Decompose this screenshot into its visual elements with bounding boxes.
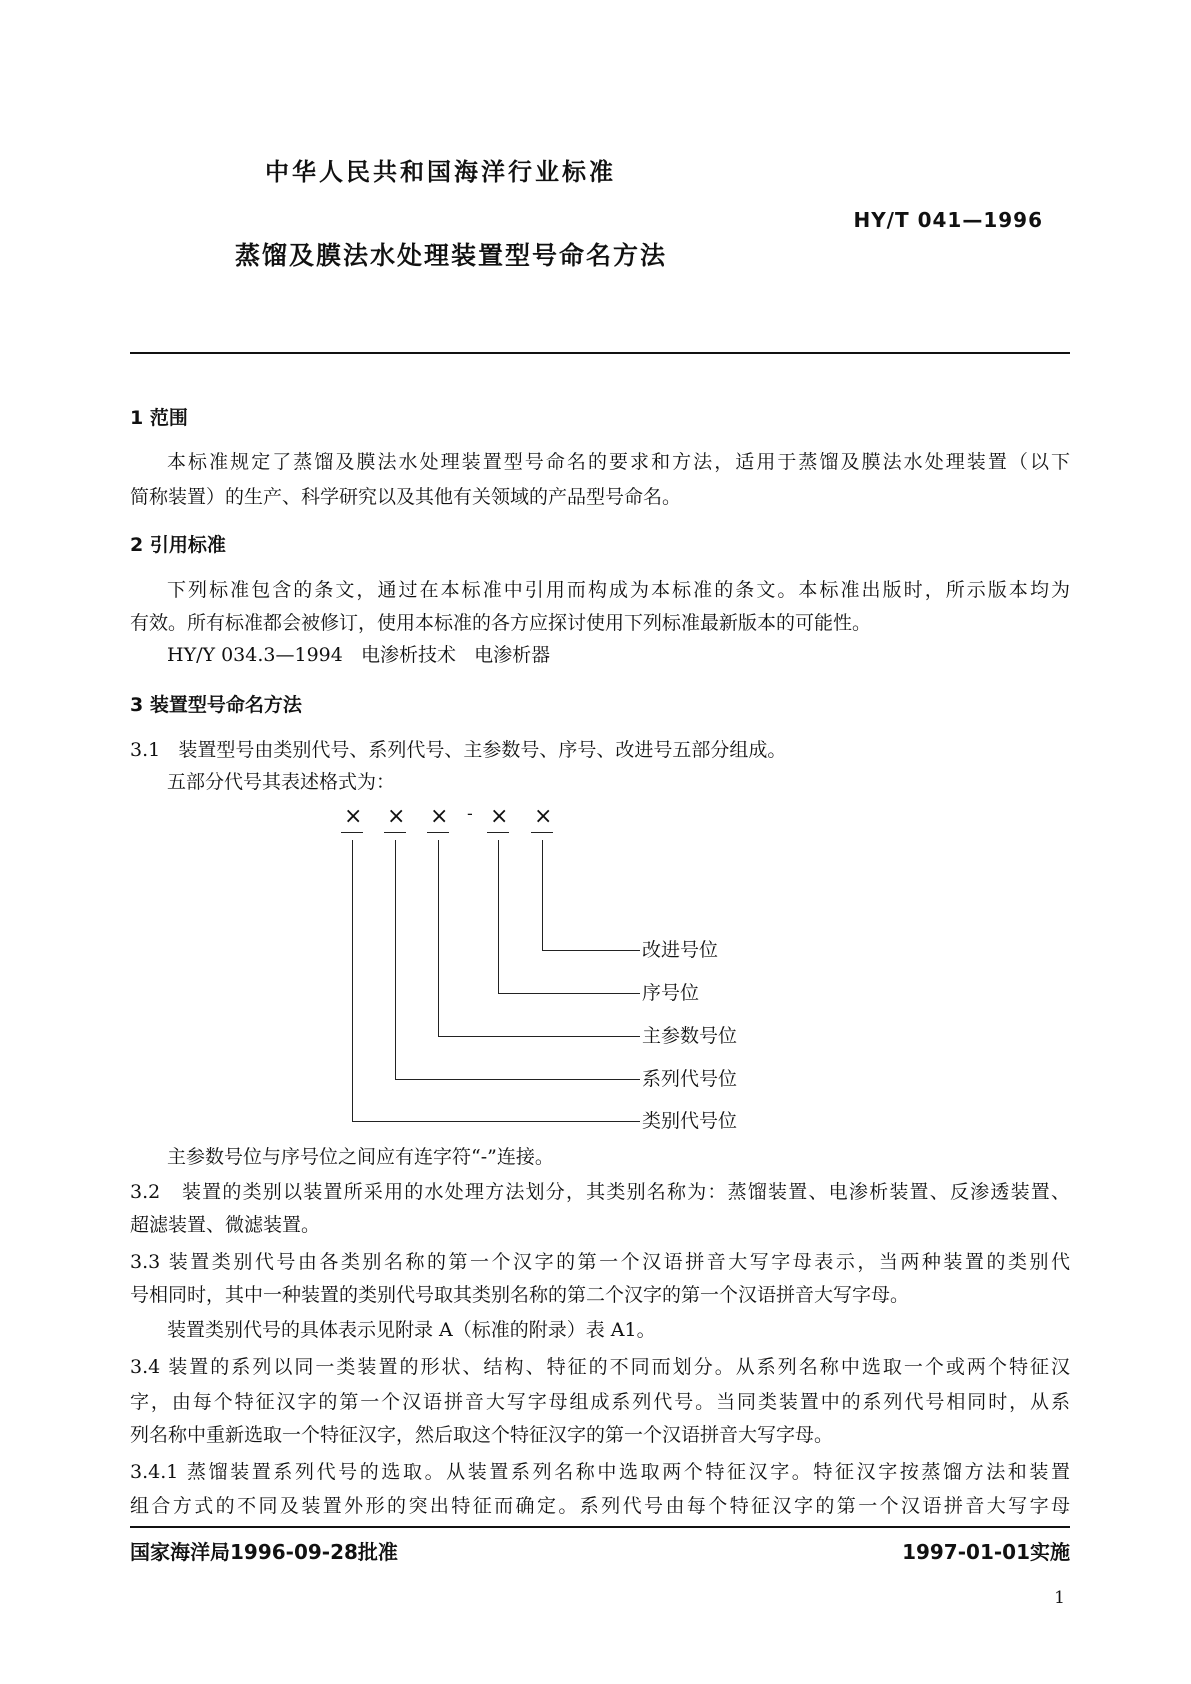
- diagram-label: 类别代号位: [642, 1110, 738, 1132]
- paragraph: 号相同时，其中一种装置的类别代号取其类别名称的第二个汉字的第一个汉语拼音大写字母。: [130, 1284, 910, 1306]
- paragraph: 超滤装置、微滤装置。: [130, 1214, 321, 1236]
- standard-org: 中华人民共和国海洋行业标准: [265, 158, 616, 186]
- footer-rule: [130, 1526, 1070, 1528]
- paragraph: 有效。所有标准都会被修订，使用本标准的各方应探讨使用下列标准最新版本的可能性。: [130, 612, 872, 634]
- section-3-heading: 3 装置型号命名方法: [130, 694, 302, 716]
- diagram-hyphen: -: [467, 804, 473, 823]
- diagram-label: 序号位: [642, 982, 700, 1004]
- page-number: 1: [1054, 1588, 1065, 1608]
- paragraph: 简称装置）的生产、科学研究以及其他有关领域的产品型号命名。: [130, 486, 682, 508]
- paragraph: 3.4.1 蒸馏装置系列代号的选取。从装置系列名称中选取两个特征汉字。特征汉字按蒸馏方法和装置: [130, 1461, 1070, 1483]
- paragraph: 3.1 装置型号由类别代号、系列代号、主参数号、序号、改进号五部分组成。: [130, 739, 787, 761]
- paragraph: 装置类别代号的具体表示见附录 A（标准的附录）表 A1。: [167, 1319, 656, 1341]
- diagram-mark: ×: [430, 804, 449, 829]
- diagram-label: 主参数号位: [642, 1025, 738, 1047]
- section-1-heading: 1 范围: [130, 407, 188, 429]
- paragraph: 3.3 装置类别代号由各类别名称的第一个汉字的第一个汉语拼音大写字母表示，当两种装置的类别代: [130, 1251, 1070, 1273]
- paragraph: 3.4 装置的系列以同一类装置的形状、结构、特征的不同而划分。从系列名称中选取一个或两个特征汉: [130, 1356, 1070, 1378]
- paragraph: 五部分代号其表述格式为：: [167, 771, 396, 793]
- section-2-heading: 2 引用标准: [130, 534, 226, 556]
- paragraph: 下列标准包含的条文，通过在本标准中引用而构成为本标准的条文。本标准出版时，所示版本均为: [167, 579, 1070, 601]
- header-rule: [130, 352, 1070, 354]
- diagram-label: 改进号位: [642, 939, 719, 961]
- diagram-mark: ×: [534, 804, 553, 829]
- paragraph: 本标准规定了蒸馏及膜法水处理装置型号命名的要求和方法，适用于蒸馏及膜法水处理装置（以下: [167, 451, 1070, 473]
- paragraph: 列名称中重新选取一个特征汉字，然后取这个特征汉字的第一个汉语拼音大写字母。: [130, 1424, 834, 1446]
- approval-date: 国家海洋局1996-09-28批准: [130, 1540, 398, 1564]
- diagram-mark: ×: [387, 804, 406, 829]
- document-title: 蒸馏及膜法水处理装置型号命名方法: [235, 241, 668, 270]
- diagram-label: 系列代号位: [642, 1068, 738, 1090]
- standard-code: HY/T 041—1996: [853, 208, 1043, 232]
- paragraph: 组合方式的不同及装置外形的突出特征而确定。系列代号由每个特征汉字的第一个汉语拼音大写字母: [130, 1495, 1070, 1517]
- reference-standard: HY/Y 034.3—1994 电渗析技术 电渗析器: [167, 644, 551, 666]
- diagram-mark: ×: [344, 804, 363, 829]
- effective-date: 1997-01-01实施: [902, 1540, 1070, 1564]
- paragraph: 3.2 装置的类别以装置所采用的水处理方法划分，其类别名称为：蒸馏装置、电渗析装置、反渗透装置、: [130, 1181, 1070, 1203]
- diagram-mark: ×: [490, 804, 509, 829]
- paragraph: 主参数号位与序号位之间应有连字符“-”连接。: [167, 1146, 554, 1168]
- paragraph: 字，由每个特征汉字的第一个汉语拼音大写字母组成系列代号。当同类装置中的系列代号相同时，从系: [130, 1391, 1070, 1413]
